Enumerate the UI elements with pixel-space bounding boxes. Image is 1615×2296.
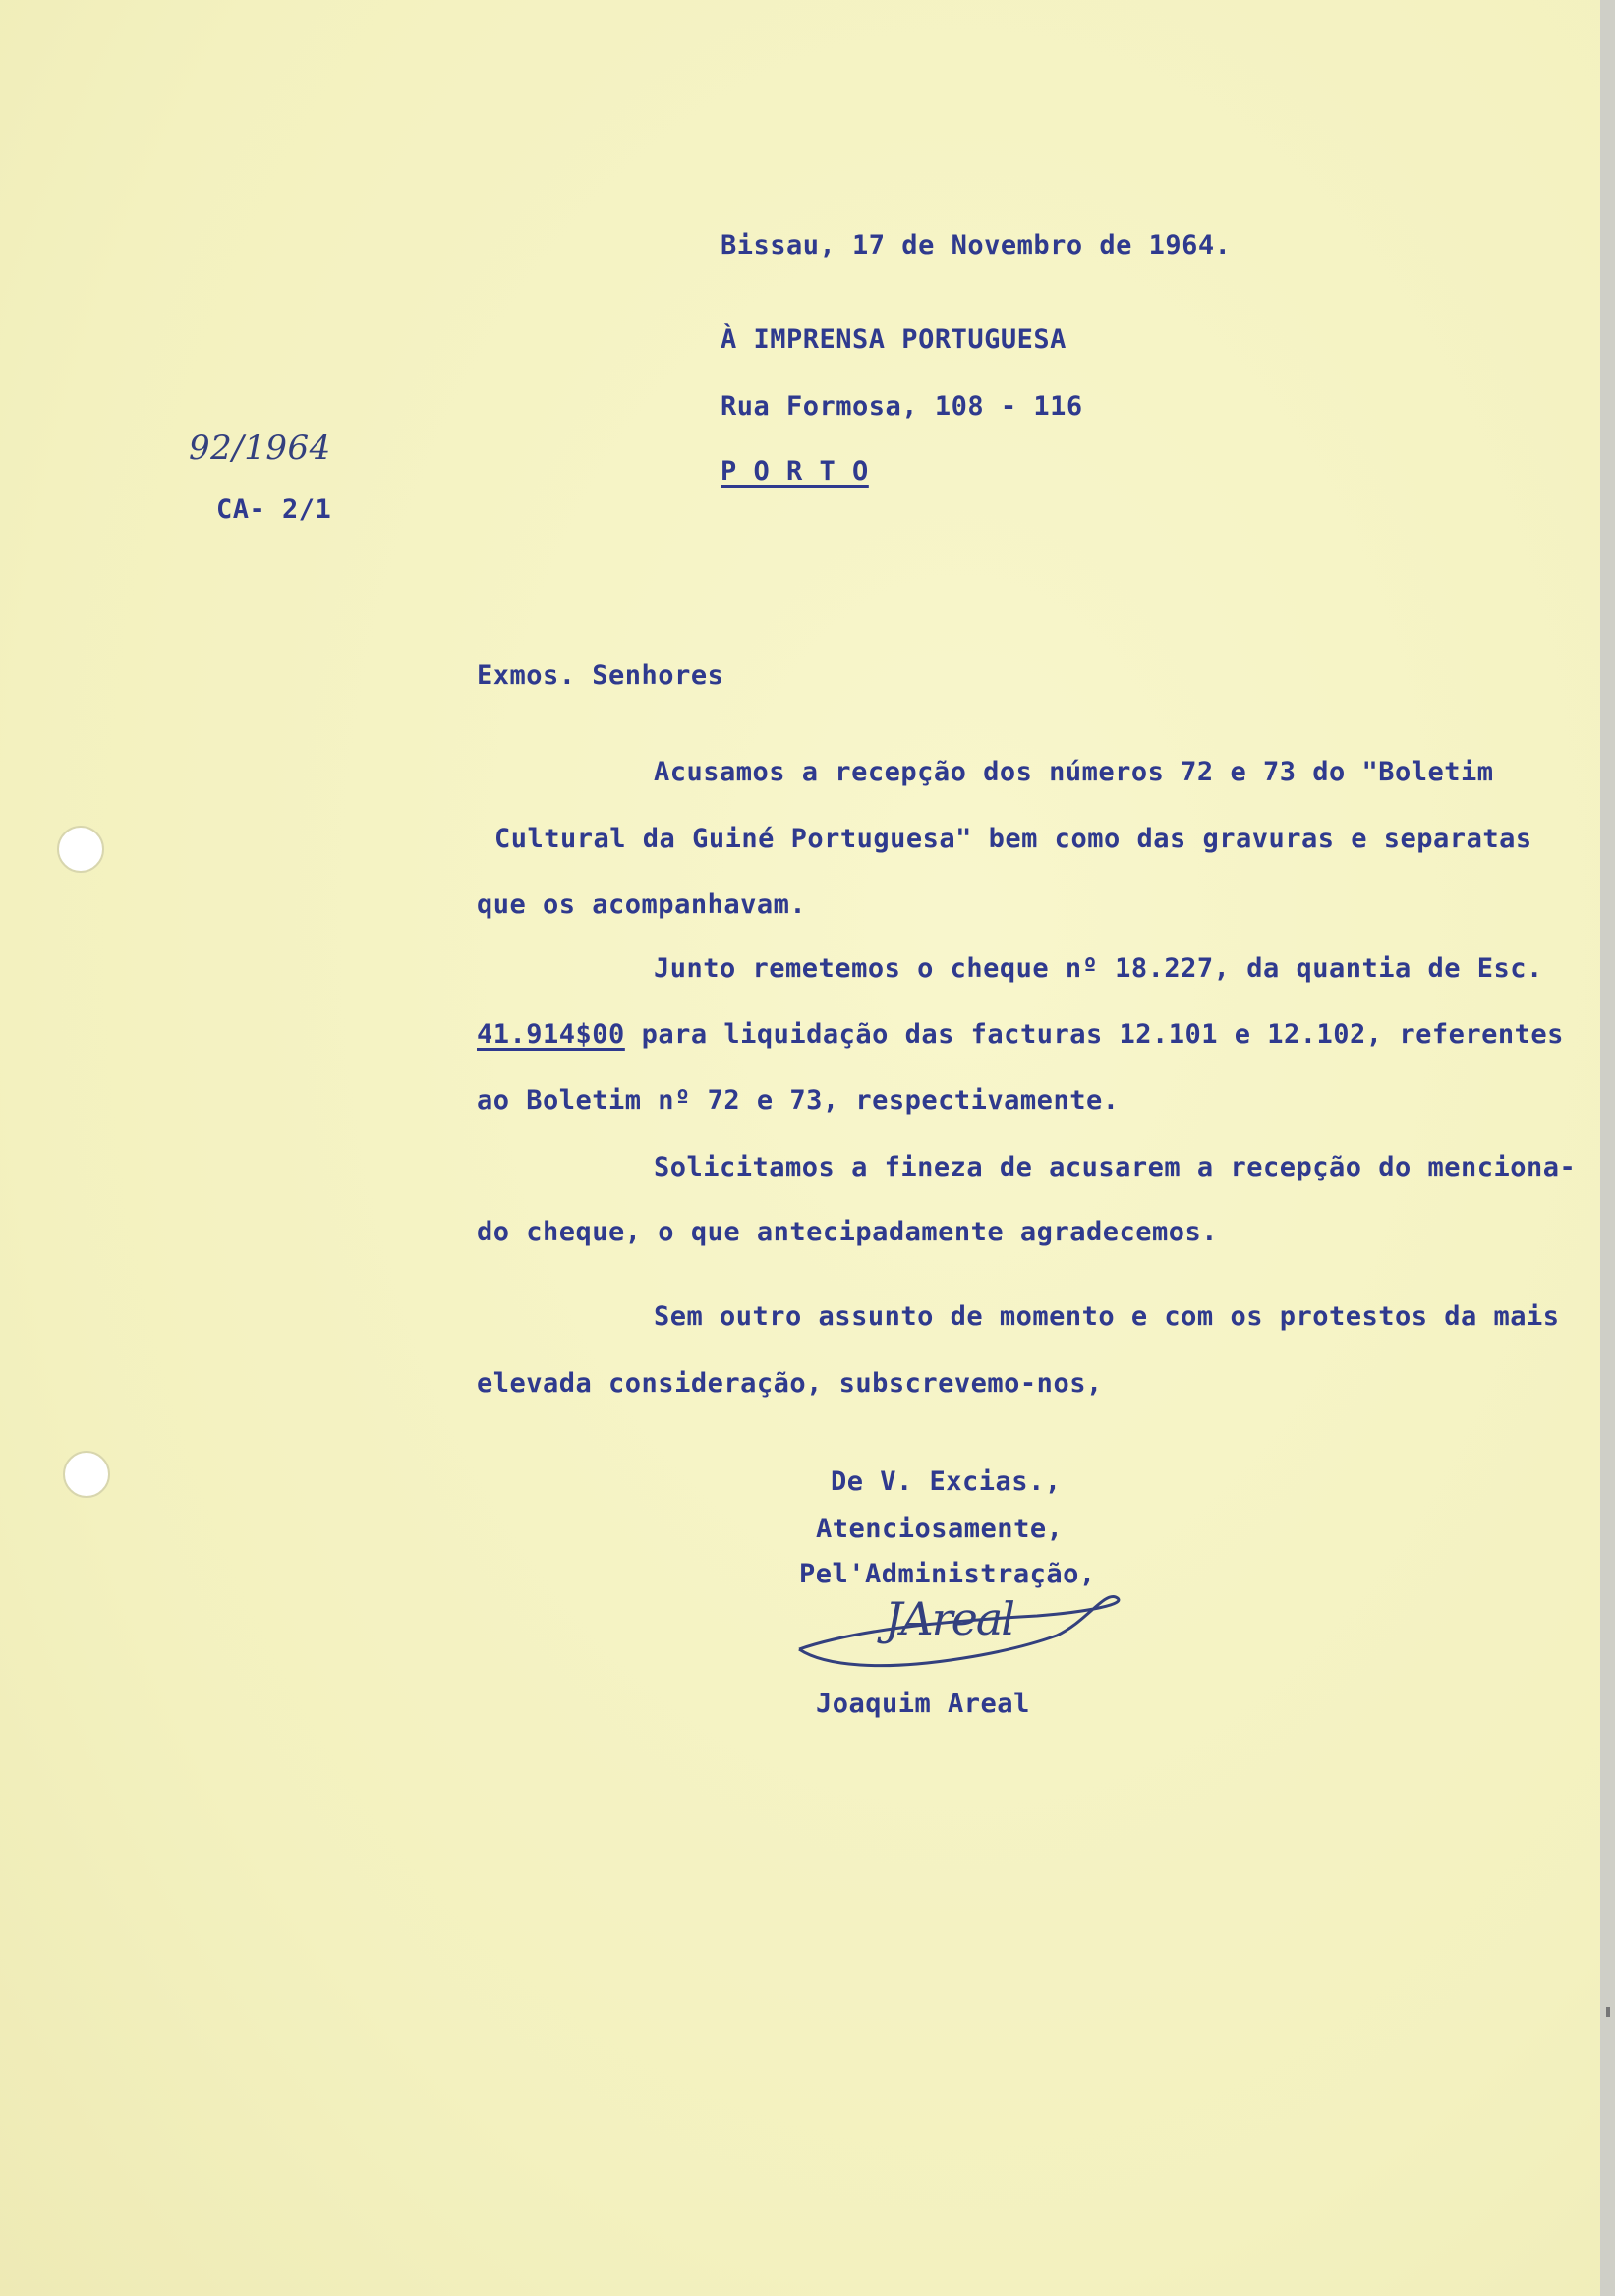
closing-line3: Pel'Administração,	[799, 1559, 1096, 1589]
body-p4-line1: Sem outro assunto de momento e com os protestos da mais	[654, 1301, 1560, 1332]
recipient-name: À IMPRENSA PORTUGUESA	[721, 324, 1067, 355]
body-p3-line1: Solicitamos a fineza de acusarem a recepção do menciona-	[654, 1152, 1577, 1182]
closing-line1: De V. Excias.,	[831, 1466, 1062, 1497]
edge-mark	[1606, 2007, 1610, 2017]
body-p2-line1: Junto remetemos o cheque nº 18.227, da quantia de Esc.	[654, 953, 1543, 984]
recipient-city: P O R T O	[721, 456, 869, 487]
body-p2-line2-rest: para liquidação das facturas 12.101 e 12.102, referentes	[624, 1019, 1564, 1050]
closing-line2: Atenciosamente,	[816, 1514, 1064, 1544]
punch-hole-top	[57, 826, 104, 873]
signature-flourish	[791, 1592, 1145, 1681]
recipient-street: Rua Formosa, 108 - 116	[721, 391, 1083, 422]
body-p4-line2: elevada consideração, subscrevemo-nos,	[477, 1368, 1103, 1399]
reference-number: 92/1964	[189, 429, 331, 468]
body-p2-line3: ao Boletim nº 72 e 73, respectivamente.	[477, 1085, 1120, 1116]
date-line: Bissau, 17 de Novembro de 1964.	[721, 230, 1232, 260]
reference-code: CA- 2/1	[216, 494, 332, 525]
salutation: Exmos. Senhores	[477, 660, 724, 691]
body-p3-line2: do cheque, o que antecipadamente agradecemos.	[477, 1217, 1218, 1247]
body-p1-line1: Acusamos a recepção dos números 72 e 73 do "Boletim	[654, 757, 1494, 787]
cheque-amount: 41.914$00	[477, 1019, 625, 1050]
body-p1-line3: que os acompanhavam.	[477, 890, 807, 920]
body-p1-line2: Cultural da Guiné Portuguesa" bem como das gravuras e separatas	[494, 824, 1532, 854]
body-p2-line2	[477, 1019, 1564, 1050]
signatory-name: Joaquim Areal	[816, 1689, 1030, 1719]
signature: JAreal	[885, 1592, 1014, 1645]
punch-hole-bottom	[63, 1451, 110, 1498]
